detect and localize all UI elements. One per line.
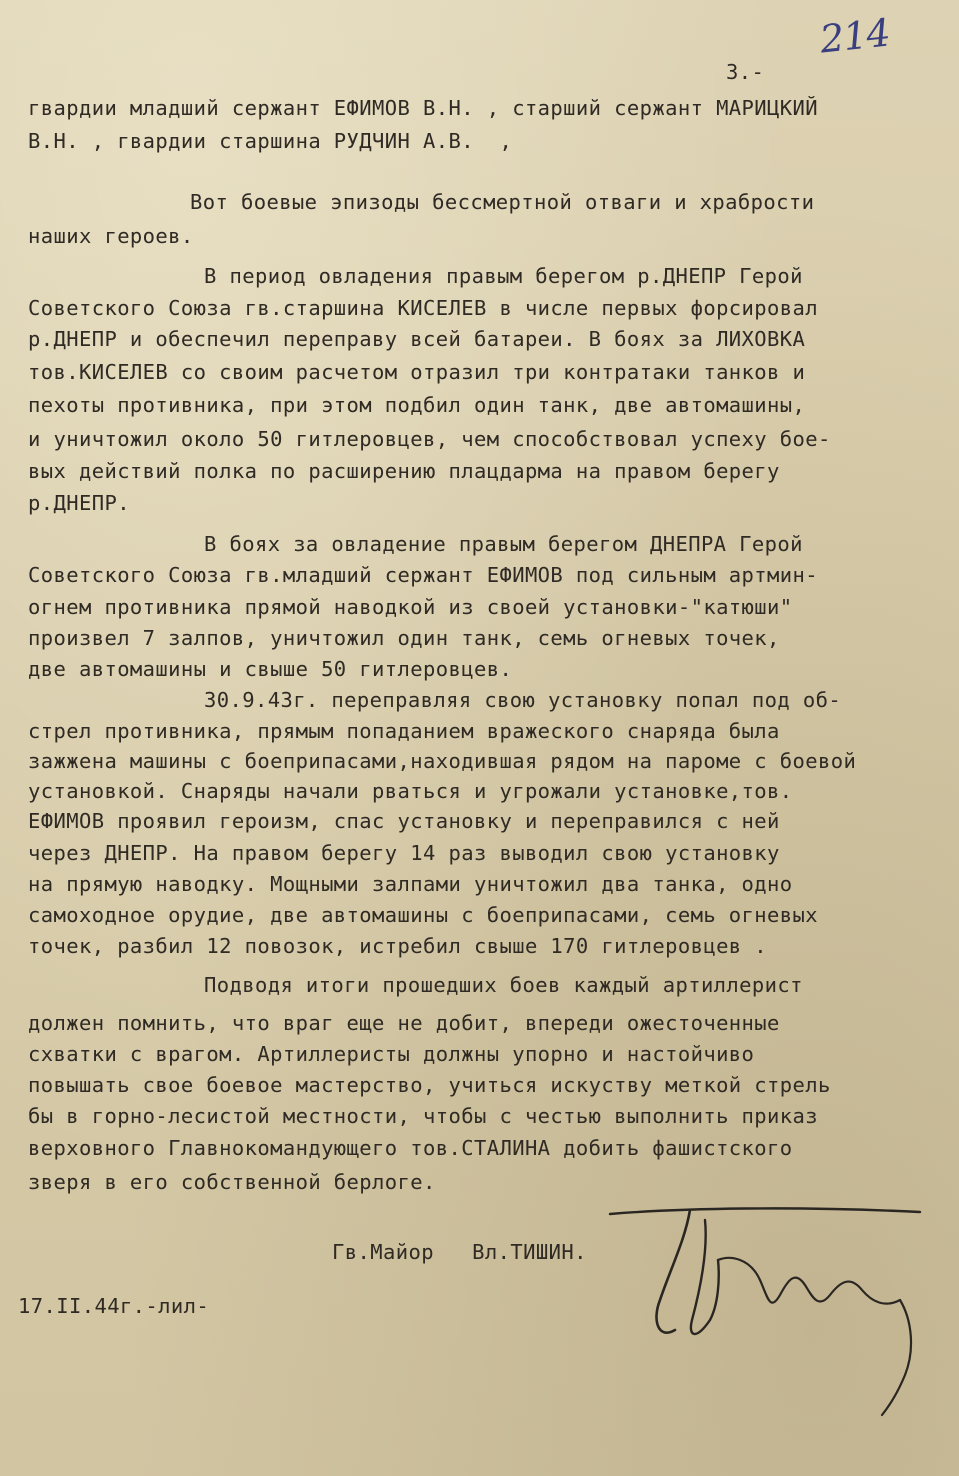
text-line: точек, разбил 12 повозок, истребил свыше 170 гитлеровцев .	[28, 934, 768, 958]
text-line: р.ДНЕПР и обеспечил переправу всей батареи. В боях за ЛИХОВКА	[28, 327, 806, 351]
text-line: Подводя итоги прошедших боев каждый артиллерист	[204, 973, 803, 997]
text-line: и уничтожил около 50 гитлеровцев, чем способствовал успеху бое-	[28, 427, 831, 451]
text-line: гвардии младший сержант ЕФИМОВ В.Н. , старший сержант МАРИЦКИЙ	[28, 96, 819, 120]
text-line: установкой. Снаряды начали рваться и угрожали установке,тов.	[28, 779, 793, 803]
text-line: вых действий полка по расширению плацдарма на правом берегу	[28, 459, 780, 483]
text-line: повышать свое боевое мастерство, учиться искуству меткой стрель	[28, 1073, 831, 1097]
text-line: тов.КИСЕЛЕВ со своим расчетом отразил три контратаки танков и	[28, 360, 806, 384]
text-line: В.Н. , гвардии старшина РУДЧИН А.В. ,	[28, 129, 513, 153]
text-line: на прямую наводку. Мощными залпами уничтожил два танка, одно	[28, 872, 793, 896]
text-line: Вот боевые эпизоды бессмертной отваги и храбрости	[190, 190, 815, 214]
text-line: ЕФИМОВ проявил героизм, спас установку и переправился с ней	[28, 809, 780, 833]
text-line: самоходное орудие, две автомашины с боеприпасами, семь огневых	[28, 903, 819, 927]
text-line: 30.9.43г. переправляя свою установку попал под об-	[204, 688, 842, 712]
text-line: зажжена машины с боеприпасами,находившая рядом на пароме с боевой	[28, 749, 857, 773]
text-line: через ДНЕПР. На правом берегу 14 раз выводил свою установку	[28, 841, 780, 865]
text-line: Советского Союза гв.старшина КИСЕЛЕВ в числе первых форсировал	[28, 296, 819, 320]
text-line: две автомашины и свыше 50 гитлеровцев.	[28, 657, 513, 681]
signature-line: Гв.Майор Вл.ТИШИН.	[332, 1240, 587, 1264]
text-line: зверя в его собственной берлоге.	[28, 1170, 436, 1194]
text-line: схватки с врагом. Артиллеристы должны упорно и настойчиво	[28, 1042, 755, 1066]
text-line: стрел противника, прямым попаданием вражеского снаряда была	[28, 719, 780, 743]
archive-number: 214	[817, 10, 892, 62]
text-line: р.ДНЕПР.	[28, 491, 130, 515]
text-line: наших героев.	[28, 224, 194, 248]
page-number: 3.-	[726, 60, 765, 84]
text-line: должен помнить, что враг еще не добит, впереди ожесточенные	[28, 1011, 780, 1035]
text-line: бы в горно-лесистой местности, чтобы с честью выполнить приказ	[28, 1104, 819, 1128]
handwritten-signature-icon	[600, 1200, 940, 1420]
text-line: верховного Главнокомандующего тов.СТАЛИНА добить фашистского	[28, 1136, 793, 1160]
text-line: огнем противника прямой наводкой из своей установки-"катюши"	[28, 595, 793, 619]
text-line: В период овладения правым берегом р.ДНЕПР Герой	[204, 264, 803, 288]
text-line: пехоты противника, при этом подбил один танк, две автомашины,	[28, 393, 806, 417]
text-line: Советского Союза гв.младший сержант ЕФИМОВ под сильным артмин-	[28, 563, 819, 587]
text-line: В боях за овладение правым берегом ДНЕПРА Герой	[204, 532, 803, 556]
date-line: 17.II.44г.-лил-	[18, 1294, 210, 1318]
text-line: произвел 7 залпов, уничтожил один танк, семь огневых точек,	[28, 626, 780, 650]
